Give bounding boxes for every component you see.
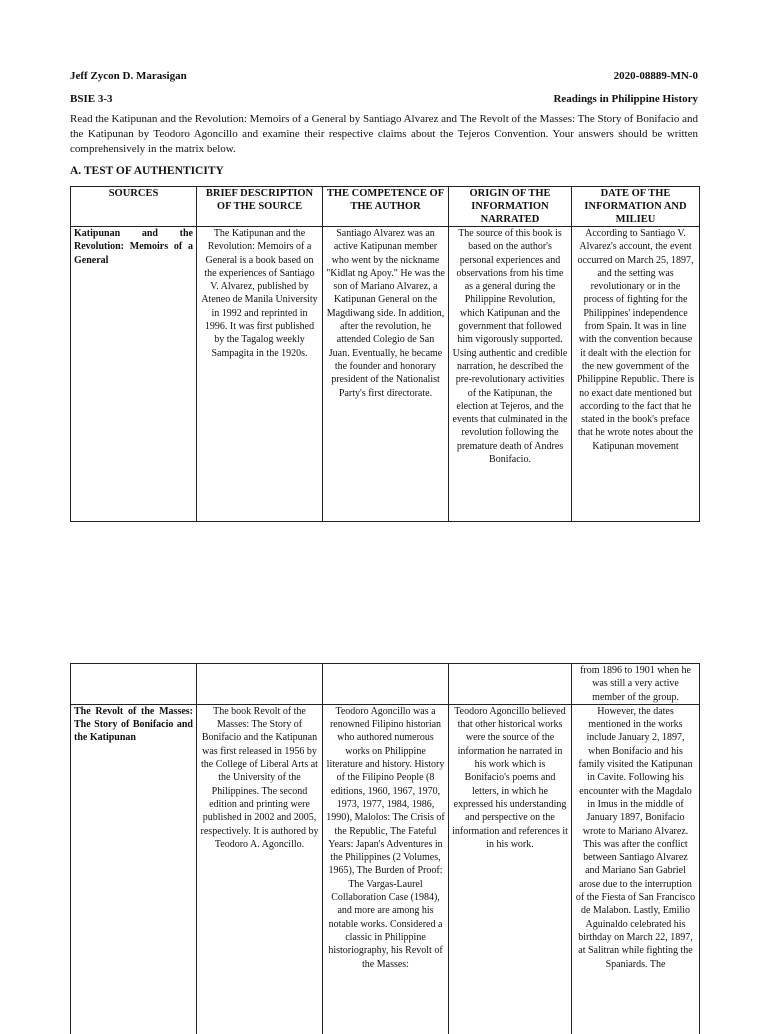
instructions-paragraph: Read the Katipunan and the Revolution: Memoirs of a General by Santiago Alvarez and The Revolt of the Masses: The Story of Bonifacio and the Katipunan by Teodoro Agoncillo and examine their respective claims about the Tejeros Convention. Your answers should be written comprehensively in the matrix below.: [70, 113, 698, 155]
column-header-competence: THE COMPETENCE OF THE AUTHOR: [323, 187, 449, 227]
origin-cell: Teodoro Agoncillo believed that other historical works were the source of the information he narrated in his work which is Bonifacio's poems and letters, in which he expressed his understanding and perspective on the information and references it in his work.: [449, 704, 572, 1034]
date-milieu-cell: However, the dates mentioned in the works include January 2, 1897, when Bonifacio and his family visited the Katipunan in Cavite. Following his encounter with the Magdalo in Imus in the middle of January 1897, Bonifacio wrote to Mariano Alvarez. This was after the conflict between Santiago Alvarez and Mariano San Gabriel arose due to the interruption of the Fiesta of San Francisco de Malabon. Lastly, Emilio Aguinaldo celebrated his birthday on March 22, 1897, at Salitran while fighting the Spaniards. The: [572, 704, 700, 1034]
class-section: BSIE 3-3: [70, 93, 113, 105]
description-cell: The book Revolt of the Masses: The Story of Bonifacio and the Katipunan was first released in 1956 by the College of Liberal Arts at the University of the Philippines. The second edition and printing were published in 2002 and 2005, respectively. It is authored by Teodoro A. Agoncillo.: [197, 704, 323, 1034]
table-row: [71, 704, 700, 1034]
section-title: A. TEST OF AUTHENTICITY: [70, 165, 224, 177]
origin-cell: The source of this book is based on the author's personal experiences and observations from his time as a general during the Philippine Revolution, which Katipunan and the government that followed him vigorously supported. Using authentic and credible narration, he described the pre-revolutionary activities of the Katipunan, the election at Tejeros, and the events that culminated in the revolution following the premature death of Andres Bonifacio.: [449, 227, 572, 522]
competence-cell: Teodoro Agoncillo was a renowned Filipino historian who authored numerous works on Philippine literature and history. History of the Filipino People (8 editions, 1960, 1967, 1970, 1973, 1977, 1984, 1986, 1990), Malolos: The Crisis of the Republic, The Fateful Years: Japan's Adventures in the Philippines (2 Volumes, 1965), The Burden of Proof: The Vargas-Laurel Collaboration Case (1984), and more are among his notable works. Considered a classic in Philippine historiography, his Revolt of the Masses:: [323, 704, 449, 1034]
empty-cell: [71, 664, 197, 705]
authenticity-matrix-table: [70, 186, 700, 522]
description-cell: The Katipunan and the Revolution: Memoirs of a General is a book based on the experiences of Santiago V. Alvarez, published by Ateneo de Manila University in 1992 and reprinted in 1996. It was first published by the Tagalog weekly Sampagita in the 1920s.: [197, 227, 323, 522]
authenticity-matrix-table-continued: [70, 663, 700, 1034]
empty-cell: [197, 664, 323, 705]
date-milieu-cell: According to Santiago V. Alvarez's account, the event occurred on March 25, 1897, and the setting was revolutionary or in the process of fighting for the Philippines' independence from Spain. It was in line with the convention because it dealt with the election for the new government of the Philippine Republic. There is no exact date mentioned but according to the fact that he stated in the book's preface that he wrote notes about the Katipunan movement: [572, 227, 700, 522]
source-title-cell: The Revolt of the Masses: The Story of Bonifacio and the Katipunan: [71, 704, 197, 1034]
table-row-continued: [71, 664, 700, 705]
column-header-sources: SOURCES: [71, 187, 197, 227]
empty-cell: [449, 664, 572, 705]
source-title-cell: Katipunan and the Revolution: Memoirs of a General: [71, 227, 197, 522]
empty-cell: [323, 664, 449, 705]
course-title: Readings in Philippine History: [553, 93, 698, 105]
table-header-row: [71, 187, 700, 227]
column-header-description: BRIEF DESCRIPTION OF THE SOURCE: [197, 187, 323, 227]
competence-cell: Santiago Alvarez was an active Katipunan member who went by the nickname "Kidlat ng Apoy." He was the son of Mariano Alvarez, a Katipunan General on the Magdiwang side. In addition, after the revolution, he attended Colegio de San Juan. Eventually, he became the founder and honorary president of the Nationalist Party's first directorate.: [323, 227, 449, 522]
column-header-date: DATE OF THE INFORMATION AND MILIEU: [572, 187, 700, 227]
author-name: Jeff Zycon D. Marasigan: [70, 70, 187, 82]
date-milieu-cell-continued: from 1896 to 1901 when he was still a very active member of the group.: [572, 664, 700, 705]
table-row: [71, 227, 700, 522]
student-id: 2020-08889-MN-0: [613, 70, 698, 82]
column-header-origin: ORIGIN OF THE INFORMATION NARRATED: [449, 187, 572, 227]
